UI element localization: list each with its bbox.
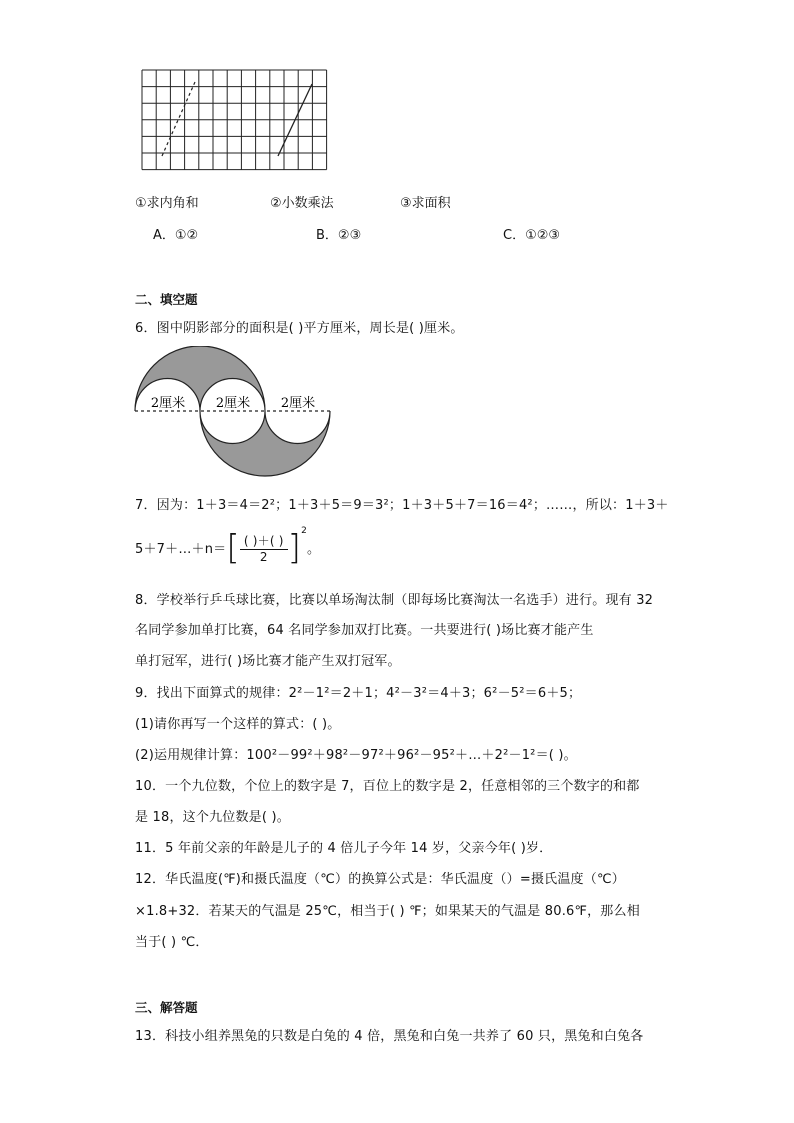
q13-line1: 13．科技小组养黑兔的只数是白兔的 4 倍，黑兔和白兔一共养了 60 只，黑兔和白兔各 <box>135 1029 644 1044</box>
section-fill-in: 二、填空题 <box>135 292 198 307</box>
q5-option-c[interactable]: C．①②③ <box>503 228 561 243</box>
section-answer: 三、解答题 <box>135 1000 198 1015</box>
q7-line1: 7．因为：1＋3＝4＝2²；1＋3＋5＝9＝3²；1＋3＋5＋7＝16＝4²；……，所以：1＋3＋ <box>135 498 669 513</box>
label-2cm-2: 2厘米 <box>215 396 251 411</box>
q7-line2: 5＋7＋…＋n＝[ $\frac{( )+( )}{2}$ ]$^2$。 <box>135 526 321 568</box>
q12-line2: ×1.8+32．若某天的气温是 25℃，相当于( ) ℉；如果某天的气温是 80.6℉，那么相 <box>135 904 640 919</box>
q9-line2: (1)请你再写一个这样的算式：( )。 <box>135 717 341 732</box>
dashed-slant-line <box>162 82 195 156</box>
q7-exponent: 2 <box>301 526 308 536</box>
q8-line3: 单打冠军，进行( )场比赛才能产生双打冠军。 <box>135 654 401 669</box>
label-2cm-1: 2厘米 <box>150 396 186 411</box>
q5-item-3: ③求面积 <box>400 196 451 211</box>
q11-line1: 11．5 年前父亲的年龄是儿子的 4 倍儿子今年 14 岁，父亲今年( )岁． <box>135 841 553 856</box>
q7-prefix: 5＋7＋…＋n＝ <box>135 542 227 557</box>
q5-option-b[interactable]: B．②③ <box>316 228 362 243</box>
q12-line1: 12．华氏温度(℉)和摄氏温度（℃）的换算公式是：华氏温度（）=摄氏温度（℃） <box>135 872 625 887</box>
q9-line3: (2)运用规律计算：100²－99²＋98²－97²＋96²－95²＋…＋2²－1²＝( )。 <box>135 748 577 763</box>
q8-line1: 8．学校举行乒乓球比赛，比赛以单场淘汰制（即每场比赛淘汰一名选手）进行。现有 32 <box>135 593 654 608</box>
q5-item-1: ①求内角和 <box>135 196 199 211</box>
q10-line1: 10．一个九位数，个位上的数字是 7，百位上的数字是 2，任意相邻的三个数字的和都 <box>135 779 640 794</box>
grid-figure <box>140 68 332 174</box>
shaded-figure <box>130 346 340 482</box>
q7-denominator: 2 <box>259 549 268 564</box>
q5-item-2: ②小数乘法 <box>270 196 334 211</box>
q7-fraction <box>240 532 288 564</box>
q7-end: 。 <box>307 542 321 557</box>
q7-numerator: ( )＋( ) <box>240 532 288 550</box>
q10-line2: 是 18，这个九位数是( )。 <box>135 810 290 825</box>
q12-line3: 当于( ) ℃． <box>135 935 209 950</box>
label-2cm-3: 2厘米 <box>280 396 316 411</box>
q9-line1: 9．找出下面算式的规律：2²－1²＝2＋1；4²－3²＝4＋3；6²－5²＝6＋5； <box>135 686 582 701</box>
q5-option-a[interactable]: A．①② <box>153 228 199 243</box>
q6-text: 6．图中阴影部分的面积是( )平方厘米，周长是( )厘米。 <box>135 321 464 336</box>
q8-line2: 名同学参加单打比赛，64 名同学参加双打比赛。一共要进行( )场比赛才能产生 <box>135 623 594 638</box>
